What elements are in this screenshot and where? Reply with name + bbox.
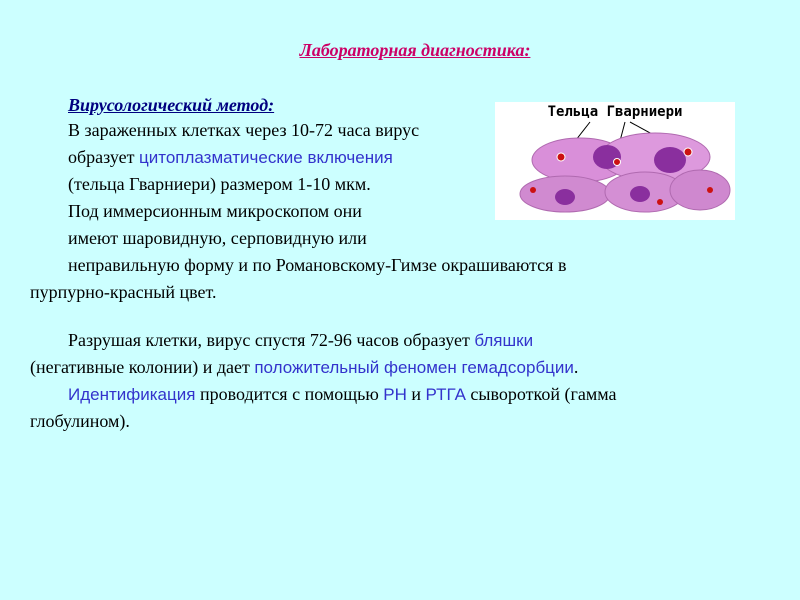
highlight-term: РН [383,385,407,404]
text-line-5: имеют шаровидную, серповидную или [68,228,367,248]
para2-line-1 [68,328,533,353]
text-line-2 [68,145,393,170]
text-fragment: и [411,384,422,404]
text-fragment: (негативные колонии) и дает [30,357,250,377]
highlight-term: цитоплазматические включения [139,148,393,167]
text-fragment: . [573,357,579,377]
text-line-4: Под иммерсионным микроскопом они [68,201,362,221]
highlight-term: РТГА [425,385,466,404]
highlight-term: Идентификация [68,385,196,404]
para2-line-2 [30,355,578,380]
para2-line-4: глобулином). [30,411,130,431]
section-heading: Вирусологический метод: [68,95,275,115]
figure-label: Тельца Гварниери [547,104,683,120]
text-line-1: В зараженных клетках через 10-72 часа вирус [68,120,420,140]
micrograph-figure [495,102,735,220]
slide-title: Лабораторная диагностика: [299,40,531,60]
text-line-7: пурпурно-красный цвет. [30,282,217,302]
text-fragment: проводится с помощью [199,384,379,404]
highlight-term: положительный феномен гемадсорбции [254,358,574,377]
highlight-term: бляшки [474,331,534,350]
text-fragment: сывороткой (гамма [470,384,617,404]
text-fragment: образует [68,147,135,167]
text-fragment: Разрушая клетки, вирус спустя 72-96 часов образует [68,330,470,350]
text-line-6: неправильную форму и по Романовскому-Гимзе окрашиваются в [68,255,567,275]
para2-line-3 [68,382,617,407]
text-line-3: (тельца Гварниери) размером 1-10 мкм. [68,174,371,194]
